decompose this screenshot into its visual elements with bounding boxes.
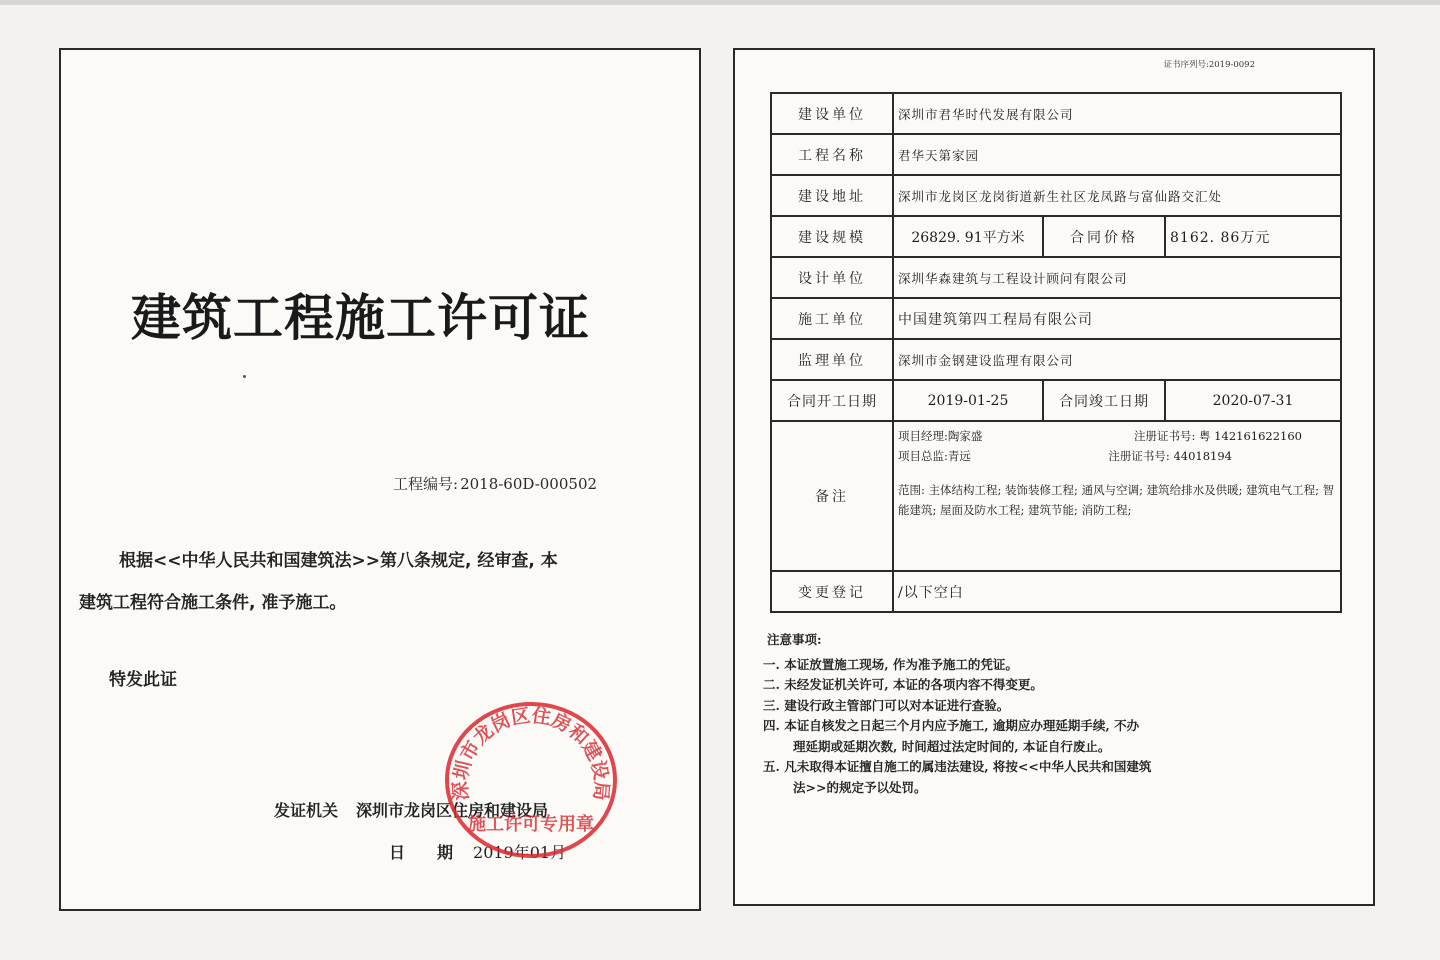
table-row bbox=[771, 175, 1341, 216]
official-seal-stamp bbox=[441, 690, 621, 870]
certificate-serial: 证书序列号:2019-0092 bbox=[1163, 60, 1255, 70]
notice-section bbox=[763, 630, 1353, 798]
work-scope: 范围: 主体结构工程; 装饰装修工程; 通风与空调; 建筑给排水及供暖; 建筑电气工程; 智能建筑; 屋面及防水工程; 建筑节能; 消防工程; bbox=[898, 483, 1335, 517]
remark-cell bbox=[893, 421, 1341, 571]
construction-unit-label: 施工单位 bbox=[771, 298, 893, 339]
price-value: 8162. 86万元 bbox=[1165, 216, 1341, 257]
construction-unit-value: 中国建筑第四工程局有限公司 bbox=[893, 298, 1341, 339]
approval-line-1: 根据<<中华人民共和国建筑法>>第八条规定, 经审查, 本 bbox=[119, 551, 558, 571]
project-manager: 项目经理:陶家盛 bbox=[898, 429, 983, 443]
issuer-label: 发证机关 bbox=[274, 801, 339, 820]
project-name-value: 君华天第家园 bbox=[893, 134, 1341, 175]
design-unit-label: 设计单位 bbox=[771, 257, 893, 298]
notice-item-2: 二. 未经发证机关许可, 本证的各项内容不得变更。 bbox=[763, 677, 1043, 692]
start-date-value: 2019-01-25 bbox=[893, 380, 1043, 421]
permit-details-page bbox=[733, 48, 1375, 906]
notice-item-3: 三. 建设行政主管部门可以对本证进行查验。 bbox=[763, 697, 1010, 713]
table-row bbox=[771, 339, 1341, 380]
permit-title: 建筑工程施工许可证 bbox=[131, 289, 590, 347]
table-row bbox=[771, 134, 1341, 175]
notice-item-5-cont: 法>>的规定予以处罚。 bbox=[793, 779, 927, 795]
notice-item-4-cont: 理延期或延期次数, 时间超过法定时间的, 本证自行废止。 bbox=[793, 738, 1111, 754]
table-row bbox=[771, 380, 1341, 421]
notice-item-1: 一. 本证放置施工现场, 作为准予施工的凭证。 bbox=[763, 656, 1018, 672]
issuer-value: 深圳市龙岗区住房和建设局 bbox=[356, 801, 549, 820]
notice-title: 注意事项: bbox=[767, 632, 822, 647]
table-row bbox=[771, 298, 1341, 339]
change-record-label: 变更登记 bbox=[771, 571, 893, 612]
table-row bbox=[771, 216, 1341, 257]
table-row bbox=[771, 257, 1341, 298]
date-label: 日 期 bbox=[389, 843, 454, 862]
end-date-value: 2020-07-31 bbox=[1165, 380, 1341, 421]
end-date-label: 合同竣工日期 bbox=[1043, 380, 1165, 421]
project-number bbox=[391, 473, 597, 494]
manager-row bbox=[898, 426, 1336, 446]
special-issue-text: 特发此证 bbox=[109, 670, 177, 690]
permit-info-table bbox=[770, 92, 1342, 613]
chief-row bbox=[898, 446, 1336, 466]
builder-label: 建设单位 bbox=[771, 93, 893, 134]
seal-text-arc bbox=[450, 704, 613, 801]
seal-text-arc-path: 深圳市龙岗区住房和建设局 bbox=[449, 704, 613, 802]
builder-value: 深圳市君华时代发展有限公司 bbox=[893, 93, 1341, 134]
design-unit-value: 深圳华森建筑与工程设计顾问有限公司 bbox=[893, 257, 1341, 298]
start-date-label: 合同开工日期 bbox=[771, 380, 893, 421]
notice-item-4: 四. 本证自核发之日起三个月内应予施工, 逾期应办理延期手续, 不办 bbox=[763, 718, 1140, 733]
project-name-label: 工程名称 bbox=[771, 134, 893, 175]
change-record-value: /以下空白 bbox=[893, 571, 1341, 612]
permit-cover-page bbox=[59, 48, 701, 911]
project-number-label: 工程编号: bbox=[393, 475, 459, 493]
table-row bbox=[771, 93, 1341, 134]
manager-cert-no: 注册证书号: 粤 142161622160 bbox=[1134, 429, 1302, 443]
scale-value: 26829. 91平方米 bbox=[893, 216, 1043, 257]
table-row bbox=[771, 421, 1341, 571]
notice-item-5: 五. 凡未取得本证擅自施工的属违法建设, 将按<<中华人民共和国建筑 bbox=[763, 759, 1152, 774]
project-number-value: 2018-60D-000502 bbox=[460, 475, 598, 493]
approval-line-2: 建筑工程符合施工条件, 准予施工。 bbox=[79, 593, 347, 613]
approval-statement bbox=[79, 540, 619, 624]
chief-supervisor: 项目总监:青远 bbox=[898, 449, 971, 463]
scan-top-edge bbox=[0, 0, 1440, 5]
address-value: 深圳市龙岗区龙岗街道新生社区龙凤路与富仙路交汇处 bbox=[893, 175, 1341, 216]
seal-text-bottom: 施工许可专用章 bbox=[468, 814, 594, 835]
chief-cert-no: 注册证书号: 44018194 bbox=[1108, 449, 1232, 463]
supervision-unit-value: 深圳市金钢建设监理有限公司 bbox=[893, 339, 1341, 380]
print-speck bbox=[243, 375, 246, 378]
supervision-unit-label: 监理单位 bbox=[771, 339, 893, 380]
scale-label: 建设规模 bbox=[771, 216, 893, 257]
remark-label: 备注 bbox=[771, 421, 893, 571]
address-label: 建设地址 bbox=[771, 175, 893, 216]
price-label: 合同价格 bbox=[1043, 216, 1165, 257]
table-row bbox=[771, 571, 1341, 612]
date-value: 2019年01月 bbox=[473, 843, 567, 862]
